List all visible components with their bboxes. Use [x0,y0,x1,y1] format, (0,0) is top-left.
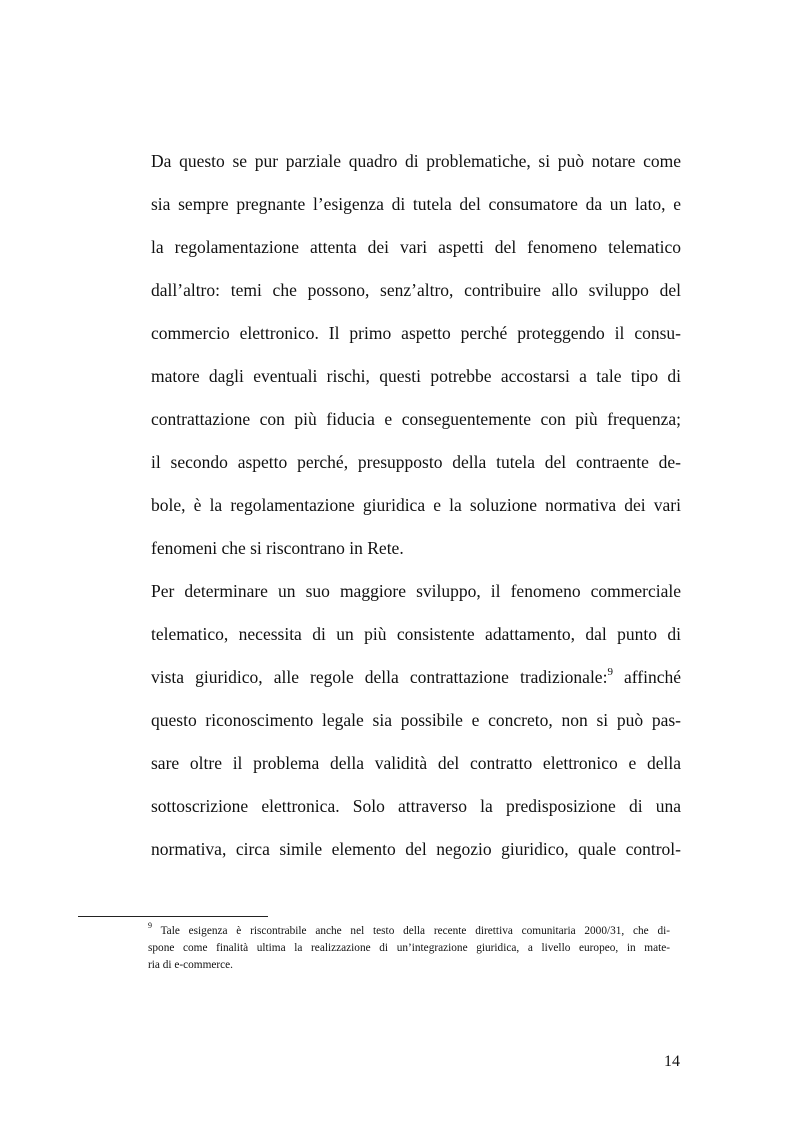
text-line: il secondo aspetto perché, presupposto della tutela del contraente de- [151,452,681,472]
footnote-marker: 9 [148,921,152,931]
text-line-part: vista giuridico, alle regole della contrattazione tradizionale: [151,667,608,687]
text-line: commercio elettronico. Il primo aspetto perché proteggendo il consu- [151,323,681,343]
text-line: matore dagli eventuali rischi, questi potrebbe accostarsi a tale tipo di [151,366,681,386]
text-line-part: affinché [612,667,681,687]
text-line: contrattazione con più fiducia e conseguentemente con più frequenza; [151,409,681,429]
text-line: fenomeni che si riscontrano in Rete. [151,538,404,558]
text-line: bole, è la regolamentazione giuridica e la soluzione normativa dei vari [151,495,681,515]
text-line: la regolamentazione attenta dei vari aspetti del fenomeno telematico [151,237,681,257]
text-line: questo riconoscimento legale sia possibile e concreto, non si può pas- [151,710,681,730]
text-line: Da questo se pur parziale quadro di problematiche, si può notare come [151,151,681,171]
footnote-text: Tale esigenza è riscontrabile anche nel testo della recente direttiva comunitaria 2000/31, che di- [152,925,670,937]
page-number: 14 [664,1053,680,1070]
footnote-line [148,921,670,938]
footnote-line: ria di e-commerce. [148,959,233,971]
text-line: telematico, necessita di un più consistente adattamento, dal punto di [151,624,681,644]
text-line [151,666,681,688]
footnote-reference[interactable]: 9 [607,666,613,679]
text-line: sare oltre il problema della validità del contratto elettronico e della [151,753,681,773]
text-line: normativa, circa simile elemento del negozio giuridico, quale control- [151,839,681,859]
text-line: dall’altro: temi che possono, senz’altro, contribuire allo sviluppo del [151,280,681,300]
footnote-separator [78,916,268,917]
text-line: sottoscrizione elettronica. Solo attraverso la predisposizione di una [151,796,681,816]
text-line: Per determinare un suo maggiore sviluppo, il fenomeno commerciale [151,581,681,601]
text-line: sia sempre pregnante l’esigenza di tutela del consumatore da un lato, e [151,194,681,214]
footnote-line: spone come finalità ultima la realizzazione di un’integrazione giuridica, a livello europeo, in mate- [148,942,670,954]
